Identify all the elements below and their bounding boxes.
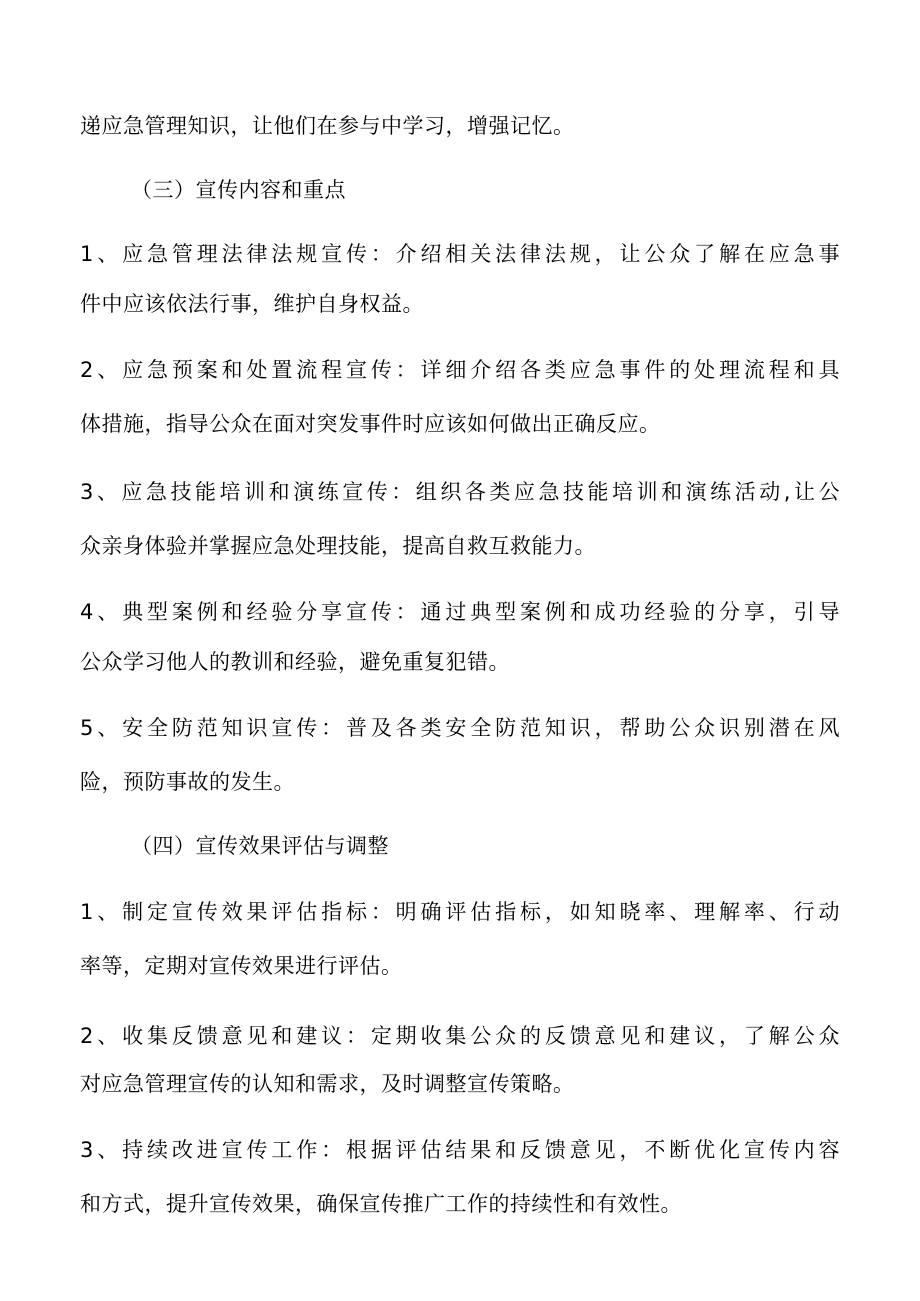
- section-heading-4: （四）宣传效果评估与调整: [131, 834, 389, 858]
- item-4-3-line-1: 3、持续改进宣传工作：根据评估结果和反馈意见，不断优化宣传内容: [80, 1138, 840, 1162]
- item-3-2-line-2: 体措施，指导公众在面对突发事件时应该如何做出正确反应。: [80, 412, 661, 436]
- item-3-3-line-2: 众亲身体验并掌握应急处理技能，提高自救互救能力。: [80, 534, 596, 558]
- item-3-1-line-1: 1、应急管理法律法规宣传：介绍相关法律法规，让公众了解在应急事: [80, 242, 840, 266]
- item-4-2-line-2: 对应急管理宣传的认知和需求，及时调整宣传策略。: [80, 1072, 575, 1096]
- item-4-1-line-1: 1、制定宣传效果评估指标：明确评估指标，如知晓率、理解率、行动: [80, 900, 840, 924]
- item-3-3-line-1: 3、应急技能培训和演练宣传：组织各类应急技能培训和演练活动,让公: [80, 480, 840, 504]
- section-heading-3: （三）宣传内容和重点: [131, 178, 346, 202]
- item-3-1-line-2: 件中应该依法行事，维护自身权益。: [80, 292, 424, 316]
- item-4-2-line-1: 2、收集反馈意见和建议：定期收集公众的反馈意见和建议，了解公众: [80, 1024, 840, 1048]
- item-3-2-line-1: 2、应急预案和处置流程宣传：详细介绍各类应急事件的处理流程和具: [80, 358, 840, 382]
- paragraph-continuation-line: 递应急管理知识，让他们在参与中学习，增强记忆。: [80, 114, 575, 138]
- item-3-5-line-1: 5、安全防范知识宣传：普及各类安全防范知识，帮助公众识别潜在风: [80, 716, 840, 740]
- item-4-1-line-2: 率等，定期对宣传效果进行评估。: [80, 954, 403, 978]
- item-4-3-line-2: 和方式，提升宣传效果，确保宣传推广工作的持续性和有效性。: [80, 1192, 682, 1216]
- item-3-4-line-2: 公众学习他人的教训和经验，避免重复犯错。: [80, 650, 510, 674]
- item-3-4-line-1: 4、典型案例和经验分享宣传：通过典型案例和成功经验的分享，引导: [80, 600, 840, 624]
- item-3-5-line-2: 险，预防事故的发生。: [80, 770, 295, 794]
